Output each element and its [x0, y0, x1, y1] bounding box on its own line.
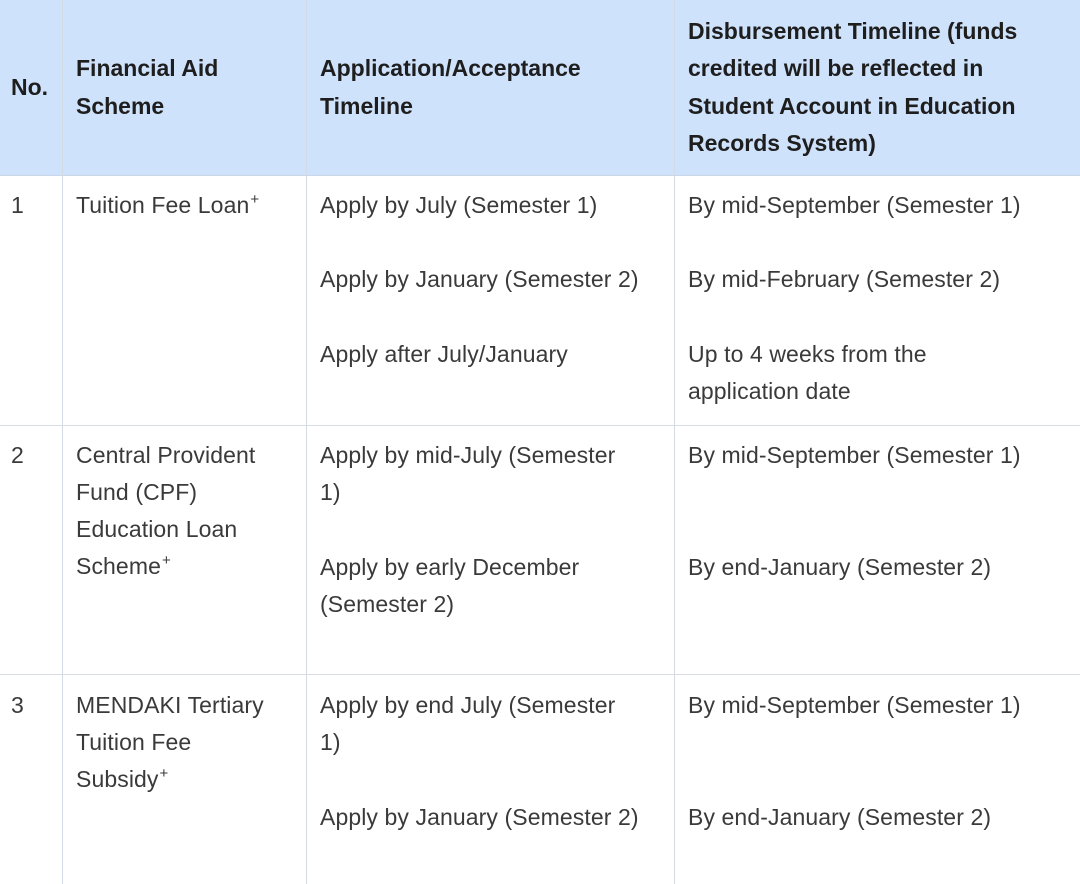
row-divider: [0, 674, 1080, 675]
application-line: (Semester 2): [320, 591, 455, 617]
row-2-scheme: [76, 437, 255, 585]
scheme-line: [76, 761, 264, 798]
header-application-line: Application/Acceptance: [320, 55, 581, 81]
scheme-line: MENDAKI Tertiary: [76, 692, 264, 718]
column-divider: [674, 0, 675, 884]
plus-marker: +: [161, 552, 171, 569]
row-3-disbursement-a: [688, 687, 1021, 724]
header-no-text: No.: [11, 73, 49, 100]
row-2-application-b: [320, 549, 579, 623]
row-2-application-a: [320, 437, 615, 511]
column-divider: [306, 0, 307, 884]
plus-marker: +: [250, 191, 260, 208]
row-1-application-b: [320, 261, 639, 298]
scheme-line: [76, 187, 259, 224]
header-disbursement-line: Student Account in Education: [688, 92, 1016, 119]
row-1-disbursement-a: [688, 187, 1021, 224]
header-disbursement-line: Records System): [688, 130, 876, 156]
row-3-application-b: [320, 799, 639, 836]
scheme-line: Fund (CPF): [76, 479, 198, 505]
row-2-disbursement-b: [688, 549, 991, 586]
disbursement-line: By mid-February (Semester 2): [688, 266, 1001, 292]
disbursement-line: Up to 4 weeks from the: [688, 341, 927, 367]
application-line: Apply by January (Semester 2): [320, 266, 639, 292]
row-divider: [0, 425, 1080, 426]
disbursement-line: By end-January (Semester 2): [688, 804, 992, 830]
row-3-disbursement-b: [688, 799, 991, 836]
disbursement-line: By mid-September (Semester 1): [688, 192, 1021, 218]
scheme-line: [76, 548, 255, 585]
scheme-text: Tuition Fee Loan: [76, 192, 250, 218]
plus-marker: +: [159, 765, 169, 782]
scheme-line: Education Loan: [76, 516, 238, 542]
header-disbursement: [688, 0, 1017, 175]
scheme-line: Central Provident: [76, 442, 256, 468]
row-2-no: 2: [11, 442, 24, 468]
application-line: Apply by end July (Semester: [320, 692, 616, 718]
application-line: Apply by mid-July (Semester: [320, 442, 616, 468]
disbursement-line: application date: [688, 378, 851, 404]
row-3-scheme: [76, 687, 264, 798]
disbursement-line: By end-January (Semester 2): [688, 554, 992, 580]
header-scheme-line: Financial Aid: [76, 55, 219, 81]
header-scheme: [76, 0, 218, 175]
application-line: Apply after July/January: [320, 341, 568, 367]
column-divider: [62, 0, 63, 884]
row-3-application-a: [320, 687, 615, 761]
disbursement-line: By mid-September (Semester 1): [688, 442, 1021, 468]
row-1-disbursement-c: [688, 336, 927, 410]
header-scheme-line: Scheme: [76, 92, 165, 119]
header-disbursement-line: Disbursement Timeline (funds: [688, 17, 1018, 44]
scheme-text: Subsidy: [76, 766, 159, 792]
application-line: 1): [320, 729, 341, 755]
application-line: Apply by early December: [320, 554, 580, 580]
header-application: [320, 0, 581, 175]
row-1-scheme: [76, 187, 259, 224]
row-1-no: 1: [11, 192, 24, 218]
row-1-disbursement-b: [688, 261, 1000, 298]
row-1-application-c: [320, 336, 568, 373]
scheme-line: Tuition Fee: [76, 729, 192, 755]
disbursement-line: By mid-September (Semester 1): [688, 692, 1021, 718]
header-no: [11, 0, 48, 175]
application-line: 1): [320, 479, 341, 505]
row-1-application-a: [320, 187, 597, 224]
application-line: Apply by January (Semester 2): [320, 804, 639, 830]
row-3-no: 3: [11, 692, 24, 718]
header-application-line: Timeline: [320, 92, 413, 119]
header-disbursement-line: credited will be reflected in: [688, 55, 984, 81]
row-2-disbursement-a: [688, 437, 1021, 474]
scheme-text: Scheme: [76, 553, 161, 579]
application-line: Apply by July (Semester 1): [320, 192, 598, 218]
